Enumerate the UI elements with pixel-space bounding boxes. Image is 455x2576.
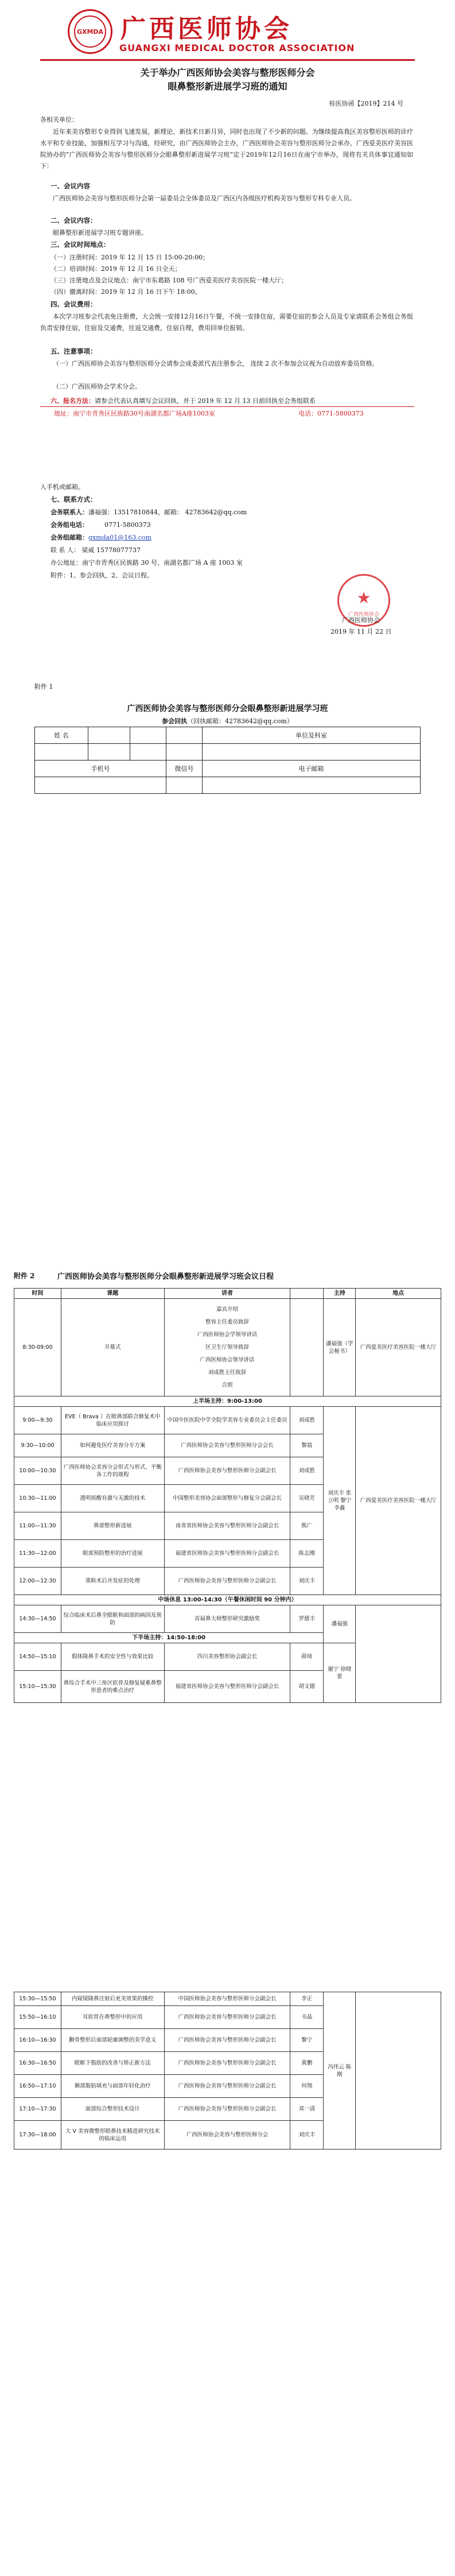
attachments-line: 附件：1、参会回执，2、会议日程。 [50,572,153,579]
table-row: 15:10—15:30 鼻综合手术中三角区软骨及修复疑难鼻整形患者的难点治疗 福建省医师协会美容与整形医师分会副会长 胡文德 [14,1671,441,1703]
section-6: 六、报名方法：请参会代表认真填写会议回执，并于 2019 年 12 月 13 日前回执至会务组联系 [50,397,316,405]
table-row: 15:30—15:50 内窥镜隆鼻注射后更美效果的操控 中国医师协会美容与整形医师分会副会长 李正 冯伟云 陈刚 [14,1992,441,2006]
section-4-title: 四、会议费用： [50,300,97,308]
attach1-title: 广西医师协会美容与整形医师分会眼鼻整形新进展学习班 [127,704,328,713]
table-row: 姓 名 单位及科室 [35,727,421,744]
table-row: 14:50—15:10 假体隆鼻手术的安全性与效果比较 四川美容整形协会副会长 薛琦 谢宁 徐晓蕾 [14,1643,441,1671]
attach1-label: 附件 1 [34,683,53,690]
table-row: 10:00—10:30 广西医师协会美容分会形式与形式、平衡各工作的规程 广西医师协会美容与整形医师分会副会长 刘成胜 [14,1457,441,1485]
s3-item-3: （三）注册地点及会议地点：南宁市东葛路 108 号广西爱美医疗美容医院一楼大厅； [50,277,287,284]
table-row: 11:00—11:30 鼻部整形新进展 南省省医师协会美容与整形医师分会副会长 熊广 [14,1512,441,1540]
contact-person2: 联 系 人： 梁威 15778077737 [50,546,141,554]
receipt-table [34,727,421,794]
section-2-text: 眼鼻整形新进展学习班专题讲座。 [53,229,147,236]
table-row: 15:50—16:10 耳软骨在鼻整形中的应用 广西医师协会美容与整形医师分会副会长 韦晶 [14,2006,441,2029]
table-row: 17:10—17:30 面部综合整形技术设计 广西医师协会美容与整形医师分会副会长 邓一清 [14,2098,441,2121]
section-1-text: 广西医师协会美容与整形医师分会第一届委员会全体委员及广西区内各级医疗机构美容与整形专科专业人员。 [53,195,356,202]
table-row: 17:30—18:00 大 V 美容微整形眼鼻技术精进研究技术的临床运用 广西医师协会美容与整形医师分会 刘庆丰 [14,2121,441,2150]
email-link[interactable]: gxmda01@163.com [88,534,151,541]
table-header-row: 时间 课题 讲者 主持 地点 [14,1289,441,1299]
section-3-title: 三、会议时间地点： [50,240,110,249]
notice-title-line2: 眼鼻整形新进展学习班的通知 [168,81,287,92]
s7-prefix: 入手机或邮箱。 [40,483,84,491]
table-row: 10:30—11:00 透明质酸有激与无激的技术 中国整形美容协会面部整形与修复分会副会长 吴晓芳 [14,1485,441,1512]
table-row: 手机号 微信号 电子邮箱 [35,761,421,777]
table-row: 9:30—10:00 如何避免医疗美容分专方案 广西医师协会美容与整形医师分会会长 黎翁 [14,1434,441,1457]
session-band: 中场休息 13:00-14:30（午餐休闲时间 90 分钟内） [14,1595,441,1605]
contact-phone: 会务组电话： 0771-5800373 [50,521,151,529]
doc-number: 桂医协函【2019】214 号 [329,100,403,107]
attach2-label: 附件 2 [14,1272,35,1280]
table-row: 16:50—17:10 颞部脂肪填充与面部年轻化治疗 广西医师协会美容与整形医师分会副会长 何翔 [14,2075,441,2098]
sign-org: 广西医师协会 [342,616,380,624]
table-row [35,744,421,761]
red-rule [40,406,414,407]
official-seal-icon: ★ 广西医师协会 [337,574,390,627]
session-band: 上半场主持：9:00-13:00 [14,1396,441,1407]
intro-paragraph: 近年来美容整形专业得到飞速发展，新理论、新技术日新月异，同时也出现了不少新的问题。为继续提高我区美容整形医师的诊疗水平和专业技能，加强相互学习与沟通，经研究，由广西医师协会主办，广西医师协会美容与整形医师分会承办，广西爱美医疗美容医院协办的“广西医师协会美容与整形医师分会眼鼻整形新进展学习班”定于2019年12月16日在南宁市举办，现将有关具体事宜通知如下： [40,128,413,170]
session-band: 下半场主持：14:50-18:00 [14,1633,441,1643]
attach1-subtitle: 参会回执（回执邮箱：42783642@qq.com） [162,717,293,725]
association-logo-icon: GXMDA [68,9,112,54]
table-row: 14:30—14:50 综合临床术后鼻全眼眶和面部的病因及预防 首届鼻大师整形研究激励奖 罗德丰 潘福强 [14,1605,441,1633]
office-address: 办公地址：南宁市青秀区民族路 30 号、南湖名都广场 A 座 1003 室 [50,559,243,567]
section-4-text: 本次学习班参会代表免注册费，大会统一安排12月16日午餐，不统一安排住宿，需要住宿的参会人员及专家请联系会务组会务组负责安排住宿，住宿及交通费，往返交通费，住宿自理，费用回单位报销。 [40,313,413,332]
org-name-en: GUANGXI MEDICAL DOCTOR ASSOCIATION [119,42,355,53]
attachment-1-page [0,660,455,1246]
s3-item-2: （二）培训时间：2019 年 12 月 16 日全天； [50,265,181,273]
table-row: 11:30—12:00 眼部预防整形的治疗进展 福建省医师协会美容与整形医师分会副会长 陈志刚 [14,1540,441,1568]
table-row: 12:00—12:30 重睑术后并发症的处理 广西医师协会美容与整形医师分会副会长 刘庆丰 [14,1568,441,1595]
notice-page-1 [0,0,455,660]
section-5-text2: （二）广西医师协会学术分会。 [53,383,141,390]
attach2-title: 广西医师协会美容与整形医师分会眼鼻整形新进展学习班会议日程 [57,1273,274,1281]
phone-red: 电话：0771-5800373 [298,410,364,417]
contact-email: 会务组邮箱：gxmda01@163.com [50,534,151,541]
s3-item-1: （一）注册时间：2019 年 12 月 15 日 15:00-20:00； [50,254,209,261]
schedule-continued-page [0,1992,455,2576]
section-2-title: 二、会议内容： [50,216,97,224]
section-5-title: 五、注意事项： [50,347,97,355]
table-row: 16:10—16:30 颧骨整形后面部轮廓调整的美学意义 广西医师协会美容与整形医师分会副会长 黎宁 [14,2029,441,2052]
table-row: 9:00—9:30 EVE（ Brava ）在眼鼻部联合修复术中临床应用探讨 中国中医医院中学全院学美容专业委员会主任委员 刘成胜 刘庆丰 张立明 黎宁 李鑫 广西爱美医疗美容医院一楼大厅 [14,1407,441,1434]
schedule-table [14,1288,441,1703]
table-row: 16:30—16:50 眼眶下脂肪的改善与矫正新方法 广西医师协会美容与整形医师分会副会长 黄鹏 [14,2052,441,2075]
section-1-title: 一、会议内容 [50,182,90,190]
attachment-2-page [0,1246,455,1992]
letterhead-divider [40,59,415,61]
section-5-text: （一）广西医师协会美容与整形医师分会请参会成委派代表注册参会， 连续 2 次不参加会议视为自动放弃委员资格。 [53,360,379,367]
notice-title-line1: 关于举办广西医师协会美容与整形医师分会 [140,67,315,78]
org-name-cn: 广西医师协会 [120,14,293,44]
salutation: 各相关单位： [40,116,78,123]
section-7-title: 七、联系方式： [50,495,97,503]
table-row: 8:30-09:00 开幕式 嘉宾介绍 整容主任委员致辞 广西医师协会学领导讲话 区卫生厅领导致辞 广西医师协会领导讲话 刘成胜主任致辞 合照 潘福强（学会秘书） 广西爱美医疗美容医院一楼大厅 [14,1299,441,1396]
s3-item-4: （四）撤离时间：2019 年 12 月 16 日下午 18:00。 [50,288,201,296]
name-cell[interactable] [88,727,130,744]
schedule-table-continued [14,1992,441,2150]
address-red: 地址：南宁市青秀区民族路30号南湖名都广场A座1003室 [54,410,215,417]
sign-date: 2019 年 11 月 22 日 [330,628,392,635]
contact-person: 会务联系人：潘福强：13517810844，邮箱： 42783642@qq.com [50,509,247,516]
table-row [35,777,421,794]
